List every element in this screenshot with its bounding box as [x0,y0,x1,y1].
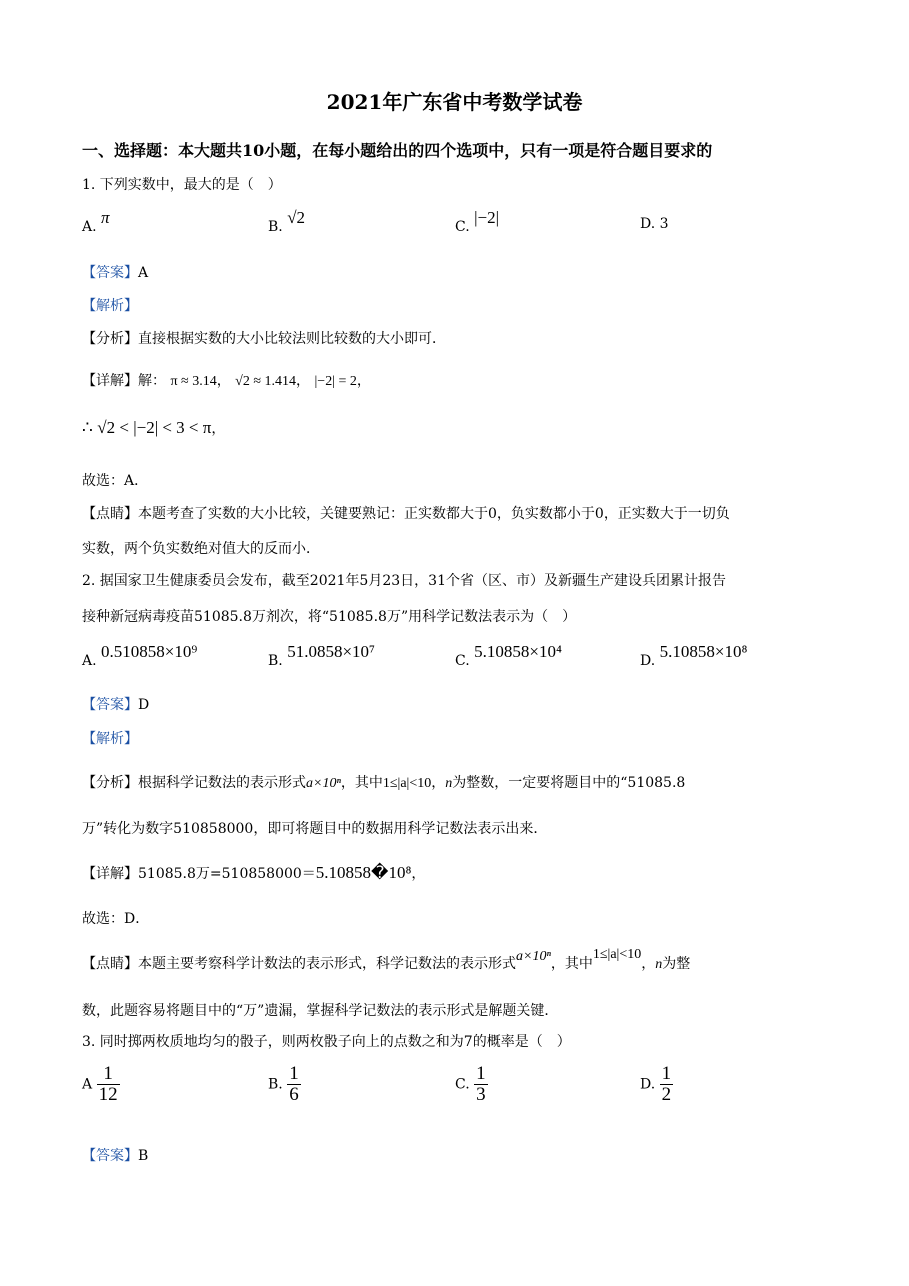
q1-option-b [268,208,306,236]
fenxi-math-2: 1≤|a|<10 [382,776,432,791]
q3-stem: 3. 同时掷两枚质地均匀的骰子，则两枚骰子向上的点数之和为7的概率是（ ） [82,1034,571,1050]
xiangjie-end: ， [411,866,426,882]
q3-option-c-label: C. [455,1076,470,1093]
dianjing-tag: 【点睛】 [82,956,138,972]
denominator: 12 [98,1083,118,1105]
dianjing-tag: 【点睛】 [82,506,138,522]
q3-option-b-fraction [287,1064,301,1105]
fenxi-var-n: n [445,776,453,791]
answer-value: D [138,697,150,713]
q1-dianjing-l1 [82,503,730,523]
q1-option-a-math: π [101,208,110,227]
q1-option-b-label: B. [268,219,283,235]
dianjing-var-n: n [655,957,663,972]
q2-stem-l2: 接种新冠病毒疫苗51085.8万剂次，将“51085.8万”用科学记数法表示为（ ） [82,609,577,625]
dianjing-math-2: 1≤|a|<10 [592,947,642,962]
q2-stem-l1: 2. 据国家卫生健康委员会发布，截至2021年5月23日，31个省（区、市）及新疆生产建设兵团累计报告 [82,573,726,589]
xiangjie-math-1: π ≈ 3.14 [170,374,217,389]
q2-option-b [268,642,375,670]
chain-end: ， [211,421,226,437]
sep-2: ， [296,373,311,389]
numerator: 1 [103,1063,113,1084]
fenxi-tag: 【分析】 [82,775,138,791]
fenxi-tag: 【分析】 [82,331,138,347]
q1-option-a [82,208,110,236]
q2-option-a [82,642,198,670]
fenxi-text-c: ， [431,775,446,791]
inequality-chain: √2 < |−2| < 3 < π [97,418,212,437]
q2-option-c [455,642,562,670]
q3-option-d [640,1064,673,1105]
page-title: 2021年广东省中考数学试卷 [326,90,583,114]
xiangjie-prefix: 解： [138,373,166,389]
denominator: 3 [476,1083,486,1105]
q3-option-c-fraction [474,1064,488,1105]
q2-option-d-label: D. [640,653,656,669]
q3-option-a-label: A [82,1076,93,1093]
q3-option-a [82,1064,120,1105]
dianjing-text: 本题考查了实数的大小比较，关键要熟记：正实数都大于0，负实数都小于0，正实数大于一切负 [138,506,730,522]
q3-option-d-fraction [660,1064,674,1105]
q3-answer [82,1145,148,1165]
xiangjie-math-3: |−2| = 2 [314,374,357,389]
numerator: 1 [289,1063,299,1084]
q2-option-c-math: 5.10858×10⁴ [474,642,562,661]
q1-guxuan: 故选：A． [82,473,149,489]
numerator: 1 [661,1063,672,1084]
q2-option-d-math: 5.10858×10⁸ [659,642,748,661]
q1-fenxi [82,328,446,348]
q1-jiexi-tag: 【解析】 [82,298,138,314]
fenxi-text-b: ，其中 [340,775,383,791]
fenxi-text-d: 为整数，一定要将题目中的“51085.8 [452,775,686,791]
denominator: 6 [289,1083,299,1105]
q3-option-b [268,1064,301,1105]
q2-option-c-label: C. [455,653,470,669]
xiangjie-text: 51085.8万=510858000＝ [138,866,316,882]
sep-1: ， [216,373,231,389]
q2-option-a-math: 0.510858×10⁹ [101,642,198,661]
q3-option-a-fraction [97,1064,120,1105]
q1-xiangjie [82,370,371,390]
dianjing-text-c: ， [641,956,656,972]
xiangjie-math-2: √2 ≈ 1.414 [235,374,297,389]
q1-option-c-label: C. [455,219,470,235]
q2-option-b-math: 51.0858×10⁷ [287,642,375,661]
q1-chain [82,418,225,438]
answer-value: A [138,265,149,281]
fenxi-math-1: a×10ⁿ [306,776,341,791]
dianjing-text-d: 为整 [662,956,691,972]
q2-fenxi-l1 [82,772,685,792]
q2-xiangjie [82,863,425,883]
q2-fenxi-l2: 万”转化为数字510858000，即可将题目中的数据用科学记数法表示出来． [82,821,548,837]
q1-option-d-math: 3 [659,216,669,232]
q2-option-b-label: B. [268,653,283,669]
q2-option-a-label: A. [82,653,97,669]
fenxi-text: 直接根据实数的大小比较法则比较数的大小即可． [138,331,446,347]
q2-option-d [640,642,748,670]
q1-answer [82,262,148,282]
q1-option-a-label: A. [82,219,97,235]
q2-answer [82,694,149,714]
q1-option-d [640,216,669,232]
q1-option-b-math: √2 [287,208,306,227]
q1-option-d-label: D. [640,216,656,232]
sep-3: ， [356,373,371,389]
q2-dianjing-l1 [82,947,691,973]
q1-dianjing-l2: 实数，两个负实数绝对值大的反而小． [82,541,320,557]
xiangjie-tag: 【详解】 [82,866,138,882]
answer-value: B [138,1148,149,1164]
answer-tag: 【答案】 [82,265,138,281]
fenxi-text-a: 根据科学记数法的表示形式 [138,775,306,791]
q3-option-c [455,1064,488,1105]
denominator: 2 [661,1083,672,1105]
q1-stem: 1. 下列实数中，最大的是（ ） [82,177,282,193]
q1-option-c [455,208,500,236]
xiangjie-tag: 【详解】 [82,373,138,389]
q2-jiexi-tag: 【解析】 [82,731,138,747]
numerator: 1 [476,1063,486,1084]
q2-dianjing-l2: 数，此题容易将题目中的“万”遗漏，掌握科学记数法的表示形式是解题关键． [82,1003,559,1019]
section-heading: 一、选择题：本大题共10小题，在每小题给出的四个选项中，只有一项是符合题目要求的 [82,141,713,160]
q3-option-d-label: D. [640,1076,656,1093]
therefore-symbol: ∴ [82,418,93,437]
xiangjie-math: 5.10858�10⁸ [315,863,412,882]
q1-option-c-math: |−2| [474,208,500,227]
dianjing-text-b: ，其中 [550,956,593,972]
q3-option-b-label: B. [268,1076,283,1093]
answer-tag: 【答案】 [82,1148,138,1164]
dianjing-text-a: 本题主要考察科学计数法的表示形式，科学记数法的表示形式 [138,956,516,972]
q2-guxuan: 故选：D． [82,911,150,927]
answer-tag: 【答案】 [82,697,138,713]
dianjing-math-1: a×10ⁿ [516,949,551,964]
